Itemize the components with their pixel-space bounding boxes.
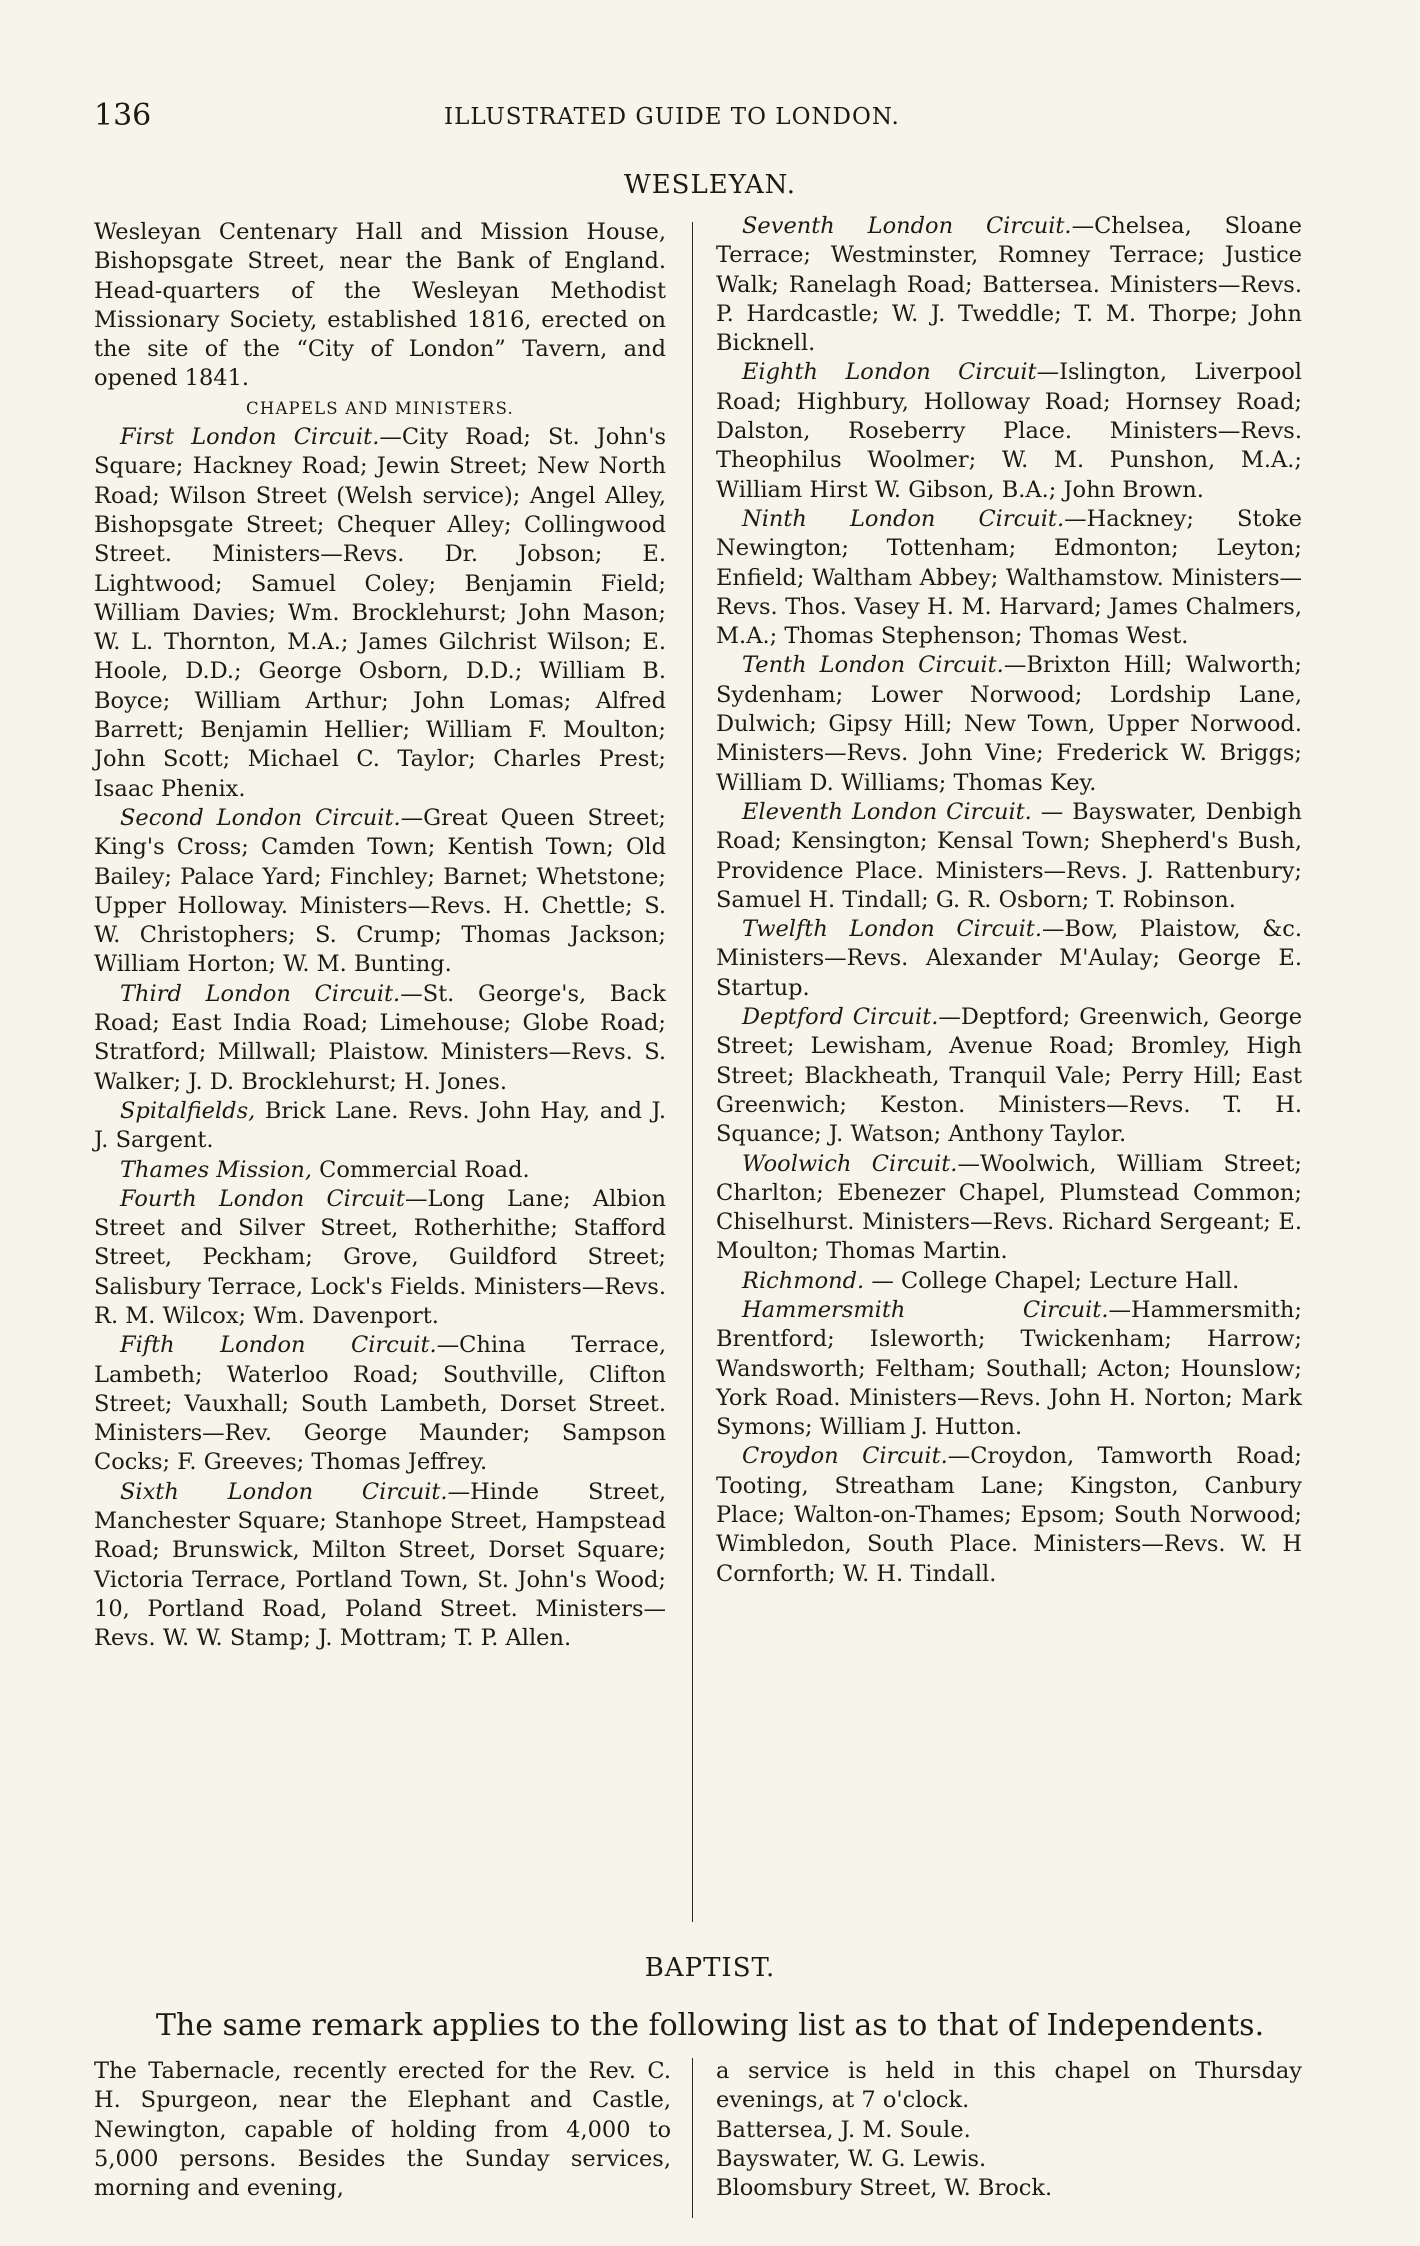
circuit-text: —Hammersmith; Brentford; Isleworth; Twickenham; Harrow; Wandsworth; Feltham; Southall; Acton; Hounslow; York Road. Ministers—Revs. John H. Norton; Mark Symons; William J. Hutton. [716, 1296, 1302, 1441]
circuit-entry [716, 915, 1302, 1003]
baptist-lead: The same remark applies to the following list as to that of Independents. [155, 2008, 1265, 2043]
circuit-entry [94, 1185, 666, 1331]
circuit-name: Twelfth London Circuit. [742, 916, 1042, 943]
circuit-name: Deptford Circuit. [742, 1004, 939, 1031]
intro-paragraph: Wesleyan Centenary Hall and Mission House, Bishopsgate Street, near the Bank of England. Head-quarters of the Wesleyan Methodist Missionary Society, established 1816, erected on the site of the “City of London” Tavern, and opened 1841. [94, 219, 666, 392]
circuit-name: Thames Mission, [120, 1156, 312, 1183]
circuit-name: First London Circuit. [120, 424, 380, 451]
circuit-entry [94, 1331, 666, 1477]
circuit-text: —Deptford; Greenwich, George Street; Lewisham, Avenue Road; Bromley, High Street; Blackheath, Tranquil Vale; Perry Hill; East Greenwich; Keston. Ministers—Revs. T. H. Squance; J. Watson; Anthony Taylor. [716, 1004, 1303, 1148]
circuit-entry [716, 798, 1302, 915]
circuit-text: Brick Lane. Revs. John Hay, and J. J. Sargent. [94, 1097, 666, 1154]
circuit-entry [716, 1267, 1302, 1296]
wesleyan-left-column [94, 218, 666, 1928]
circuit-name: Second London Circuit. [120, 804, 401, 831]
baptist-left-column [94, 2057, 671, 2217]
circuit-text: —China Terrace, Lambeth; Waterloo Road; Southville, Clifton Street; Vauxhall; South Lambeth, Dorset Street. Ministers—Rev. George Maunder; Sampson Cocks; F. Greeves; Thomas Jeffrey. [94, 1332, 666, 1476]
baptist-entry: Bayswater, W. G. Lewis. [716, 2145, 987, 2172]
circuit-text: —Long Lane; Albion Street and Silver Street, Rotherhithe; Stafford Street, Peckham; Grove, Guildford Street; Salisbury Terrace, Lock's Fields. Ministers—Revs. R. M. Wilcox; Wm. Davenport. [94, 1185, 666, 1329]
baptist-entry: a service is held in this chapel on Thursday evenings, at 7 o'clock. [716, 2058, 1302, 2114]
circuit-entry [716, 1003, 1302, 1149]
baptist-entry: Battersea, J. M. Soule. [716, 2116, 971, 2143]
baptist-right-column [716, 2057, 1302, 2217]
circuit-name: Eighth London Circuit [742, 359, 1037, 386]
circuit-name: Tenth London Circuit. [742, 652, 1004, 679]
tabernacle-paragraph: The Tabernacle, recently erected for the Rev. C. H. Spurgeon, near the Elephant and Castle, Newington, capable of holding from 4,000 to 5,000 persons. Besides the Sunday services, morning and evening, [94, 2058, 671, 2202]
circuit-text: — College Chapel; Lecture Hall. [864, 1267, 1240, 1294]
page-header [94, 98, 1324, 138]
circuit-entry [716, 358, 1302, 504]
circuit-text: —Hackney; Stoke Newington; Tottenham; Edmonton; Leyton; Enfield; Waltham Abbey; Walthamstow. Ministers—Revs. Thos. Vasey H. M. Harvard; James Chalmers, M.A.; Thomas Stephenson; Thomas West. [716, 505, 1302, 650]
circuit-entry [94, 1156, 666, 1185]
circuit-entry [94, 1478, 666, 1654]
circuit-entry [94, 423, 666, 804]
circuit-name: Sixth London Circuit. [120, 1478, 448, 1505]
circuit-text: — Bayswater, Denbigh Road; Kensington; Kensal Town; Shepherd's Bush, Providence Place. Ministers—Revs. J. Rattenbury; Samuel H. Tindall; G. R. Osborn; T. Robinson. [716, 798, 1302, 913]
circuit-text: —Brixton Hill; Walworth; Sydenham; Lower Norwood; Lordship Lane, Dulwich; Gipsy Hill; New Town, Upper Norwood. Ministers—Revs. John Vine; Frederick W. Briggs; William D. Williams; Thomas Key. [716, 652, 1302, 796]
circuit-name: Seventh London Circuit. [742, 213, 1072, 239]
circuit-name: Eleventh London Circuit. [742, 798, 1032, 825]
circuit-name: Fifth London Circuit. [120, 1332, 437, 1359]
circuit-text: Commercial Road. [311, 1156, 530, 1183]
circuit-text: —Bow, Plaistow, &c. Ministers—Revs. Alexander M'Aulay; George E. Startup. [716, 916, 1302, 1001]
circuit-name: Richmond. [742, 1267, 865, 1294]
column-divider [692, 222, 693, 1922]
wesleyan-heading: WESLEYAN. [623, 170, 797, 200]
circuit-text: —Great Queen Street; King's Cross; Camden Town; Kentish Town; Old Bailey; Palace Yard; Finchley; Barnet; Whetstone; Upper Holloway. Ministers—Revs. H. Chettle; S. W. Christophers; S. Crump; Thomas Jackson; William Horton; W. M. Bunting. [94, 804, 666, 978]
baptist-heading: BAPTIST. [644, 1953, 776, 1983]
circuit-entry [716, 651, 1302, 797]
wesleyan-right-column [716, 212, 1302, 1912]
circuit-name: Fourth London Circuit [120, 1185, 405, 1212]
page-number: 136 [94, 98, 152, 133]
circuit-name: Spitalfields, [120, 1097, 256, 1124]
chapels-subheading: CHAPELS AND MINISTERS. [246, 398, 514, 418]
circuit-entry [94, 804, 666, 980]
circuit-text: —Chelsea, Sloane Terrace; Westminster, Romney Terrace; Justice Walk; Ranelagh Road; Battersea. Ministers—Revs. P. Hardcastle; W. J. Tweddle; T. M. Thorpe; John Bicknell. [716, 213, 1302, 357]
circuit-name: Hammersmith Circuit. [742, 1296, 1109, 1323]
circuit-text: —City Road; St. John's Square; Hackney Road; Jewin Street; New North Road; Wilson Street (Welsh service); Angel Alley, Bishopsgate Street; Chequer Alley; Collingwood Street. Ministers—Revs. Dr. Jobson; E. Lightwood; Samuel Coley; Benjamin Field; William Davies; Wm. Brocklehurst; John Mason; W. L. Thornton, M.A.; James Gilchrist Wilson; E. Hoole, D.D.; George Osborn, D.D.; William B. Boyce; William Arthur; John Lomas; Alfred Barrett; Benjamin Hellier; William F. Moulton; John Scott; Michael C. Taylor; Charles Prest; Isaac Phenix. [94, 424, 666, 802]
baptist-column-divider [692, 2058, 693, 2218]
circuit-name: Third London Circuit. [120, 980, 401, 1007]
circuit-entry [716, 1296, 1302, 1442]
circuit-text: —Islington, Liverpool Road; Highbury, Holloway Road; Hornsey Road; Dalston, Roseberry Place. Ministers—Revs. Theophilus Woolmer; W. M. Punshon, M.A.; William Hirst W. Gibson, B.A.; John Brown. [716, 359, 1302, 503]
circuit-name: Woolwich Circuit. [742, 1150, 958, 1177]
baptist-entry: Bloomsbury Street, W. Brock. [716, 2175, 1053, 2202]
circuit-name: Ninth London Circuit. [742, 505, 1065, 532]
circuit-text: —St. George's, Back Road; East India Road; Limehouse; Globe Road; Stratford; Millwall; Plaistow. Ministers—Revs. S. Walker; J. D. Brocklehurst; H. Jones. [94, 980, 666, 1095]
circuit-entry [94, 980, 666, 1097]
circuit-text: —Woolwich, William Street; Charlton; Ebenezer Chapel, Plumstead Common; Chiselhurst. Ministers—Revs. Richard Sergeant; E. Moulton; Thomas Martin. [716, 1150, 1302, 1265]
circuit-entry [716, 1442, 1302, 1588]
circuit-name: Croydon Circuit. [742, 1443, 948, 1470]
circuit-entry [716, 1150, 1302, 1267]
circuit-text: —Hinde Street, Manchester Square; Stanhope Street, Hampstead Road; Brunswick, Milton Street, Dorset Square; Victoria Terrace, Portland Town, St. John's Wood; 10, Portland Road, Poland Street. Ministers—Revs. W. W. Stamp; J. Mottram; T. P. Allen. [94, 1478, 666, 1652]
circuit-entry [716, 505, 1302, 651]
circuit-entry [716, 212, 1302, 358]
circuit-entry [94, 1097, 666, 1156]
running-title: ILLUSTRATED GUIDE TO LONDON. [444, 104, 900, 130]
circuit-text: —Croydon, Tamworth Road; Tooting, Streatham Lane; Kingston, Canbury Place; Walton-on-Thames; Epsom; South Norwood; Wimbledon, South Place. Ministers—Revs. W. H Cornforth; W. H. Tindall. [716, 1443, 1302, 1587]
